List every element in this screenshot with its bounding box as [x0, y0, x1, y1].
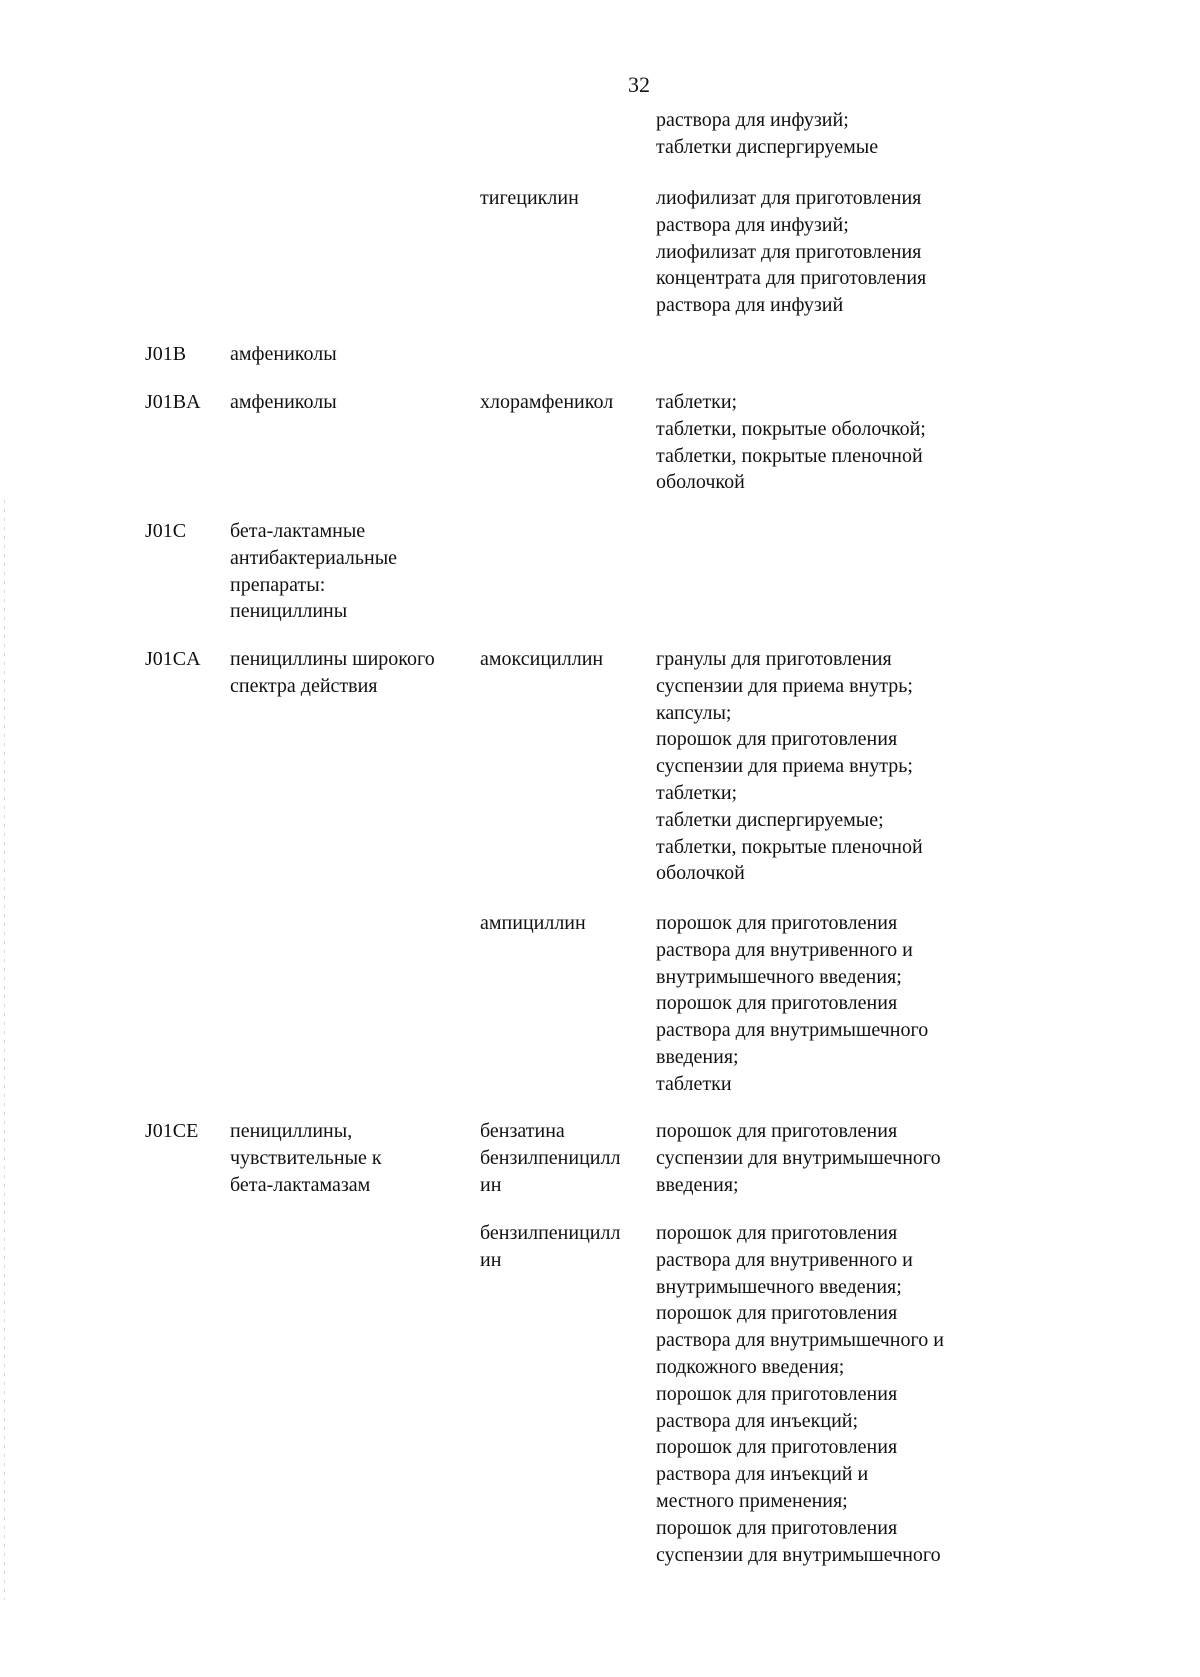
- dosage-form-line: оболочкой: [656, 862, 745, 885]
- dosage-form-line: внутримышечного введения;: [656, 1275, 902, 1298]
- atc-group-line: амфениколы: [230, 391, 337, 413]
- dosage-form-line: суспензии для приема внутрь;: [656, 755, 913, 778]
- dosage-form-line: порошок для приготовления: [656, 1382, 898, 1405]
- atc-group-line: антибактериальные: [230, 546, 398, 569]
- dosage-form-line: суспензии для приема внутрь;: [656, 674, 913, 697]
- scan-edge-artifact: [4, 500, 5, 1600]
- dosage-form-line: таблетки, покрытые оболочкой;: [656, 417, 926, 440]
- drug-name: [480, 910, 655, 937]
- atc-group-line: чувствительные к: [230, 1146, 382, 1169]
- dosage-form-line: введения;: [656, 1173, 739, 1196]
- atc-group-line: бета-лактамные: [230, 520, 366, 542]
- dosage-forms: [656, 646, 1016, 887]
- drug-name: [480, 1220, 655, 1274]
- atc-group-line: пенициллины,: [230, 1120, 353, 1142]
- dosage-form-line: раствора для инъекций;: [656, 1409, 859, 1432]
- atc-code: J01BA: [145, 391, 201, 413]
- drug-name: [480, 1118, 655, 1198]
- page-number: 32: [628, 72, 650, 97]
- drug-name: [480, 389, 655, 416]
- dosage-form-line: таблетки диспергируемые: [656, 135, 879, 158]
- dosage-form-line: лиофилизат для приготовления: [656, 240, 922, 263]
- drug-name-line: хлорамфеникол: [480, 391, 614, 413]
- dosage-form-line: оболочкой: [656, 471, 745, 494]
- dosage-form-line: раствора для внутривенного и: [656, 938, 913, 961]
- dosage-forms: [656, 107, 1016, 161]
- dosage-form-line: раствора для внутривенного и: [656, 1248, 913, 1271]
- dosage-form-line: таблетки, покрытые пленочной: [656, 835, 923, 858]
- dosage-form-line: раствора для внутримышечного: [656, 1019, 929, 1042]
- dosage-form-line: суспензии для внутримышечного: [656, 1543, 941, 1566]
- dosage-forms: [656, 910, 1016, 1098]
- atc-group-line: препараты:: [230, 573, 326, 596]
- dosage-forms: [656, 1118, 1016, 1198]
- drug-name: [480, 185, 655, 212]
- dosage-forms: [656, 1220, 1016, 1568]
- atc-group-line: бета-лактамазам: [230, 1173, 371, 1196]
- atc-group-line: пенициллины: [230, 600, 348, 623]
- dosage-form-line: порошок для приготовления: [656, 728, 898, 751]
- dosage-form-line: раствора для инъекций и: [656, 1463, 869, 1486]
- dosage-form-line: порошок для приготовления: [656, 912, 898, 934]
- dosage-form-line: внутримышечного введения;: [656, 965, 902, 988]
- dosage-forms: [656, 389, 1016, 496]
- atc-code: J01CE: [145, 1120, 199, 1142]
- atc-group: [230, 389, 480, 416]
- dosage-form-line: гранулы для приготовления: [656, 648, 892, 670]
- dosage-form-line: таблетки;: [656, 781, 738, 804]
- dosage-form-line: раствора для инфузий;: [656, 213, 849, 236]
- atc-group-line: спектра действия: [230, 674, 378, 697]
- atc-group: [230, 1118, 480, 1198]
- drug-name-line: ин: [480, 1173, 502, 1196]
- drug-name-line: бензилпеницилл: [480, 1222, 621, 1244]
- dosage-form-line: раствора для инфузий;: [656, 109, 849, 131]
- atc-code: J01CA: [145, 648, 201, 670]
- dosage-form-line: порошок для приготовления: [656, 1222, 898, 1244]
- drug-name-line: амоксициллин: [480, 648, 604, 670]
- atc-group: [230, 518, 480, 625]
- drug-name-line: бензатина: [480, 1120, 565, 1142]
- dosage-form-line: порошок для приготовления: [656, 992, 898, 1015]
- dosage-form-line: местного применения;: [656, 1489, 848, 1512]
- dosage-forms: [656, 185, 1016, 319]
- dosage-form-line: суспензии для внутримышечного: [656, 1146, 941, 1169]
- dosage-form-line: порошок для приготовления: [656, 1302, 898, 1325]
- atc-group-line: амфениколы: [230, 343, 337, 365]
- dosage-form-line: таблетки;: [656, 391, 738, 413]
- dosage-form-line: подкожного введения;: [656, 1355, 845, 1378]
- drug-name-line: тигециклин: [480, 187, 579, 209]
- dosage-form-line: введения;: [656, 1045, 739, 1068]
- dosage-form-line: концентрата для приготовления: [656, 267, 927, 290]
- atc-code: J01C: [145, 520, 187, 542]
- dosage-form-line: капсулы;: [656, 701, 732, 724]
- dosage-form-line: раствора для инфузий: [656, 294, 844, 317]
- dosage-form-line: порошок для приготовления: [656, 1436, 898, 1459]
- dosage-form-line: порошок для приготовления: [656, 1516, 898, 1539]
- dosage-form-line: таблетки: [656, 1072, 732, 1095]
- dosage-form-line: раствора для внутримышечного и: [656, 1329, 944, 1352]
- dosage-form-line: таблетки, покрытые пленочной: [656, 444, 923, 467]
- drug-name-line: ин: [480, 1248, 502, 1271]
- dosage-form-line: лиофилизат для приготовления: [656, 187, 922, 209]
- dosage-form-line: таблетки диспергируемые;: [656, 808, 884, 831]
- atc-group: [230, 646, 480, 700]
- dosage-form-line: порошок для приготовления: [656, 1120, 898, 1142]
- drug-name-line: ампициллин: [480, 912, 586, 934]
- atc-group-line: пенициллины широкого: [230, 648, 435, 670]
- atc-group: [230, 341, 480, 368]
- atc-code: J01B: [145, 343, 187, 365]
- drug-name-line: бензилпеницилл: [480, 1146, 621, 1169]
- drug-name: [480, 646, 655, 673]
